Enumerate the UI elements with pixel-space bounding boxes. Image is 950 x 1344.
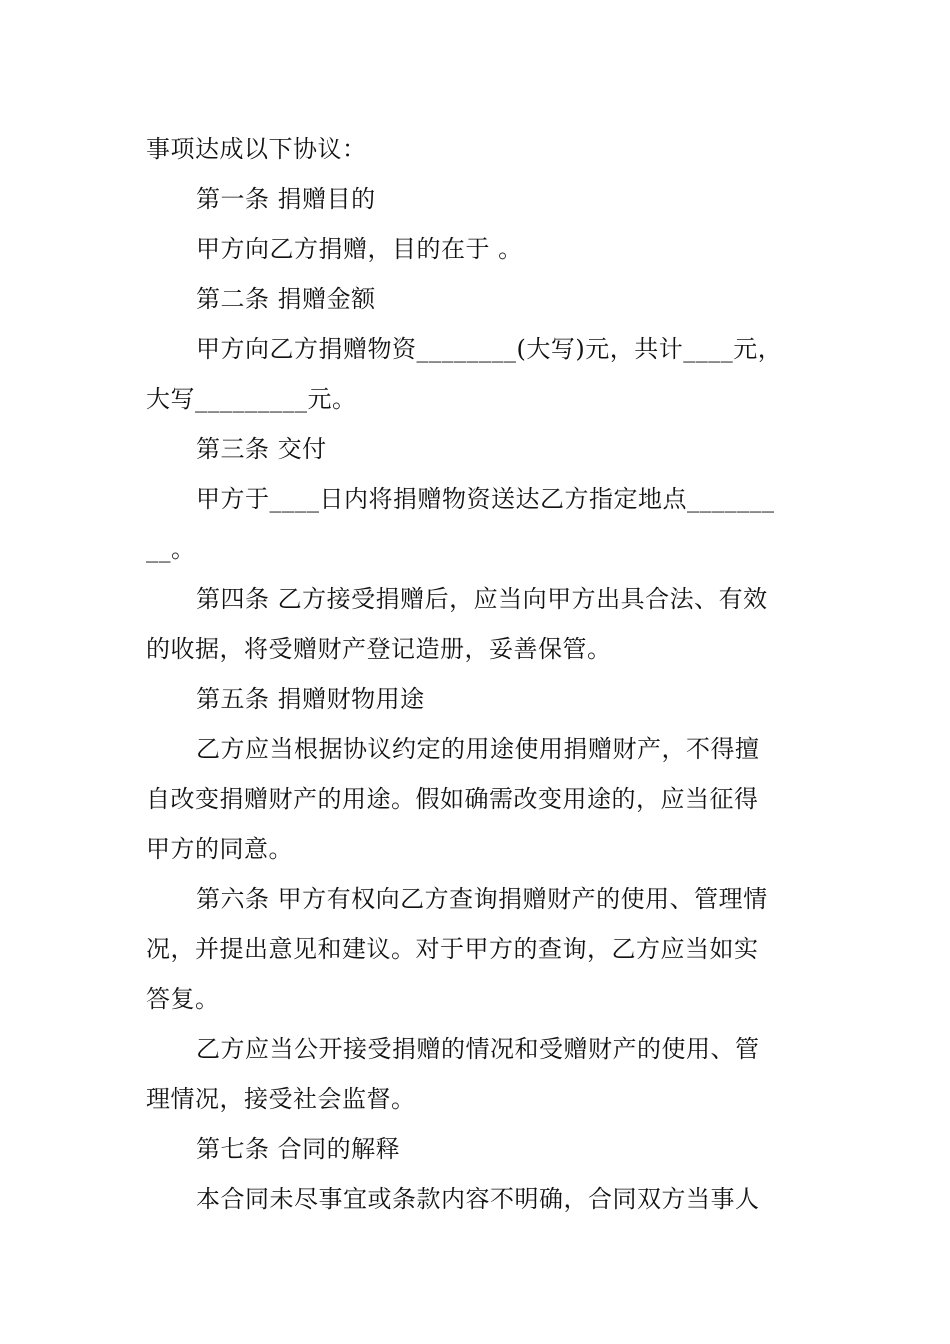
text-line: 第六条 甲方有权向乙方查询捐赠财产的使用、管理情 (196, 885, 768, 913)
text-line: 乙方应当根据协议约定的用途使用捐赠财产，不得擅 (196, 735, 760, 763)
article-heading: 第七条 合同的解释 (196, 1135, 401, 1163)
text-line: 自改变捐赠财产的用途。假如确需改变用途的，应当征得 (146, 785, 759, 813)
text-line: 事项达成以下协议： (146, 135, 367, 163)
article-heading: 第二条 捐赠金额 (196, 285, 376, 313)
text-line: 第四条 乙方接受捐赠后，应当向甲方出具合法、有效 (196, 585, 768, 613)
article-heading: 第三条 交付 (196, 435, 327, 463)
article-heading: 第一条 捐赠目的 (196, 185, 376, 213)
text-line: 况，并提出意见和建议。对于甲方的查询，乙方应当如实 (146, 935, 759, 963)
text-line: 大写_________元。 (146, 385, 357, 413)
text-line: __。 (146, 535, 196, 563)
article-heading: 第五条 捐赠财物用途 (196, 685, 425, 713)
text-line: 甲方的同意。 (146, 835, 293, 863)
text-line: 甲方于____日内将捐赠物资送达乙方指定地点_______ (196, 485, 775, 513)
text-line: 甲方向乙方捐赠，目的在于 。 (196, 235, 523, 263)
text-line: 的收据，将受赠财产登记造册，妥善保管。 (146, 635, 612, 663)
text-line: 甲方向乙方捐赠物资________(大写)元，共计____元， (196, 335, 783, 363)
text-line: 乙方应当公开接受捐赠的情况和受赠财产的使用、管 (196, 1035, 760, 1063)
text-line: 答复。 (146, 985, 220, 1013)
document-body (146, 124, 816, 1224)
text-line: 本合同未尽事宜或条款内容不明确，合同双方当事人 (196, 1185, 760, 1213)
text-line: 理情况，接受社会监督。 (146, 1085, 416, 1113)
